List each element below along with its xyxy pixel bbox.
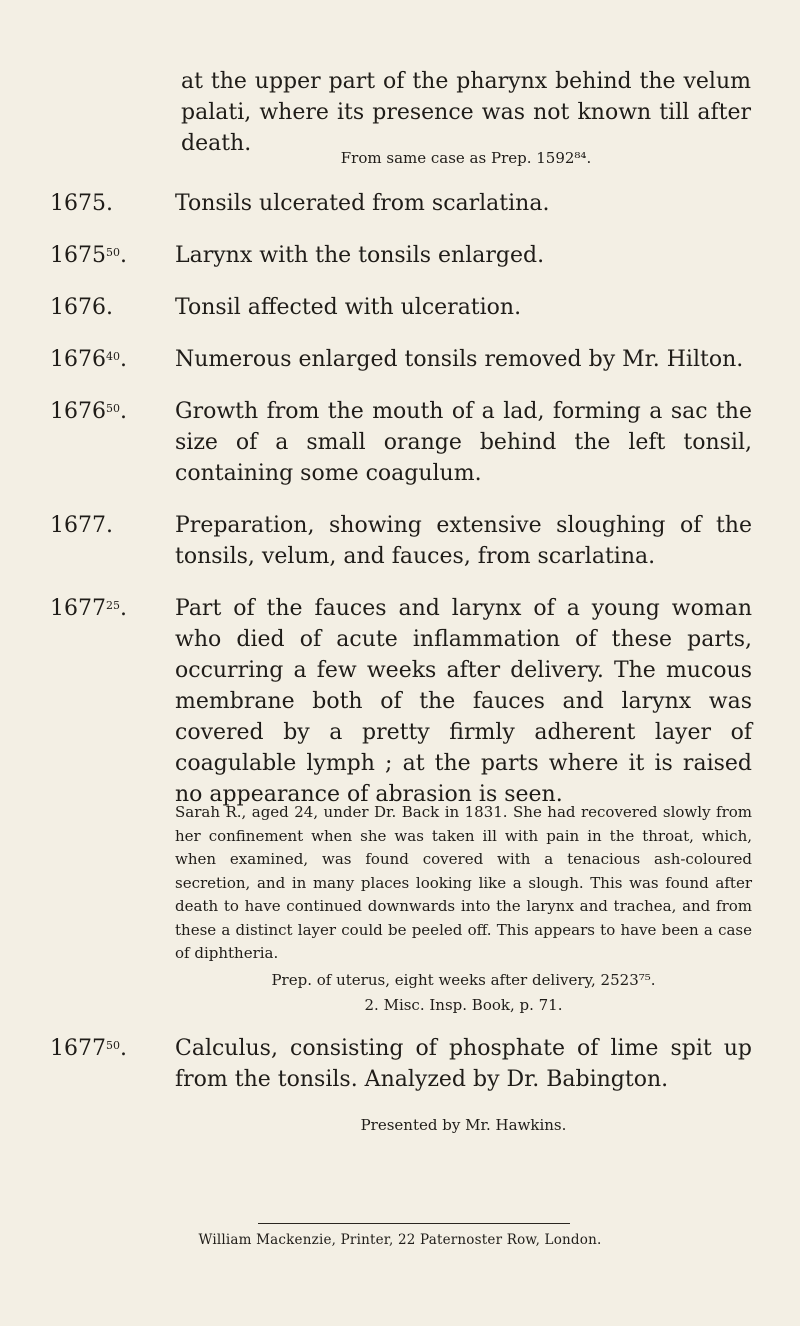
entry-number: 1677. [50,513,113,538]
entry-number: 1677$^{50}$. [50,1036,127,1061]
entry-text: Growth from the mouth of a lad, forming a sac the size of a small orange behind the left tonsil, containing some coagulum. [175,399,752,486]
entry-number: 1675. [50,191,113,216]
entry [50,188,752,219]
entry-number: 1676$^{50}$. [50,399,127,424]
entry [50,344,752,375]
intro-source-note: From same case as Prep. 1592⁸⁴. [340,149,592,167]
entry-number: 1677$^{25}$. [50,596,127,621]
entry [50,593,752,810]
footer-rule [258,1223,570,1224]
entry-text: Preparation, showing extensive sloughing of the tonsils, velum, and fauces, from scarlatina. [175,513,752,569]
entry-text: Tonsil affected with ulceration. [175,295,522,320]
inspection-book-reference: 2. Misc. Insp. Book, p. 71. [364,996,563,1014]
entry-text: Part of the fauces and larynx of a young woman who died of acute inflammation of these parts, occurring a few weeks after delivery. The mucous membrane both of the fauces and larynx was covered by a pretty firmly adherent layer of coagulable lymph ; at the parts where it is raised no appearance of abrasion is seen. [175,596,752,807]
entry-text: Larynx with the tonsils enlarged. [175,243,545,268]
entry-text: Numerous enlarged tonsils removed by Mr. Hilton. [175,347,744,372]
entry-number: 1676$^{40}$. [50,347,127,372]
case-note: Sarah R., aged 24, under Dr. Back in 1831. She had recovered slowly from her confinement when she was taken ill with pain in the throat, which, when examined, was found covered with a tenacious ash-coloured secretion, and in many places looking like a slough. This was found after death to have continued downwards into the larynx and trachea, and from these a distinct layer could be peeled off. This appears to have been a case of diphtheria. [175,803,752,962]
intro-paragraph: at the upper part of the pharynx behind the velum palati, where its presence was not known till after death. [181,69,751,156]
entry [50,292,752,323]
entry-number: 1675$^{50}$. [50,243,127,268]
entry-text: Tonsils ulcerated from scarlatina. [175,191,550,216]
entry [50,1033,752,1095]
entry [50,396,752,489]
entry-text: Calculus, consisting of phosphate of lime spit up from the tonsils. Analyzed by Dr. Babington. [175,1036,752,1092]
entry-number: 1676. [50,295,113,320]
prep-reference: Prep. of uterus, eight weeks after delivery, 2523⁷⁵. [271,971,656,989]
entry [50,240,752,271]
entry [50,510,752,572]
presented-note: Presented by Mr. Hawkins. [360,1116,567,1134]
printer-imprint: William Mackenzie, Printer, 22 Paternoster Row, London. [198,1232,602,1248]
